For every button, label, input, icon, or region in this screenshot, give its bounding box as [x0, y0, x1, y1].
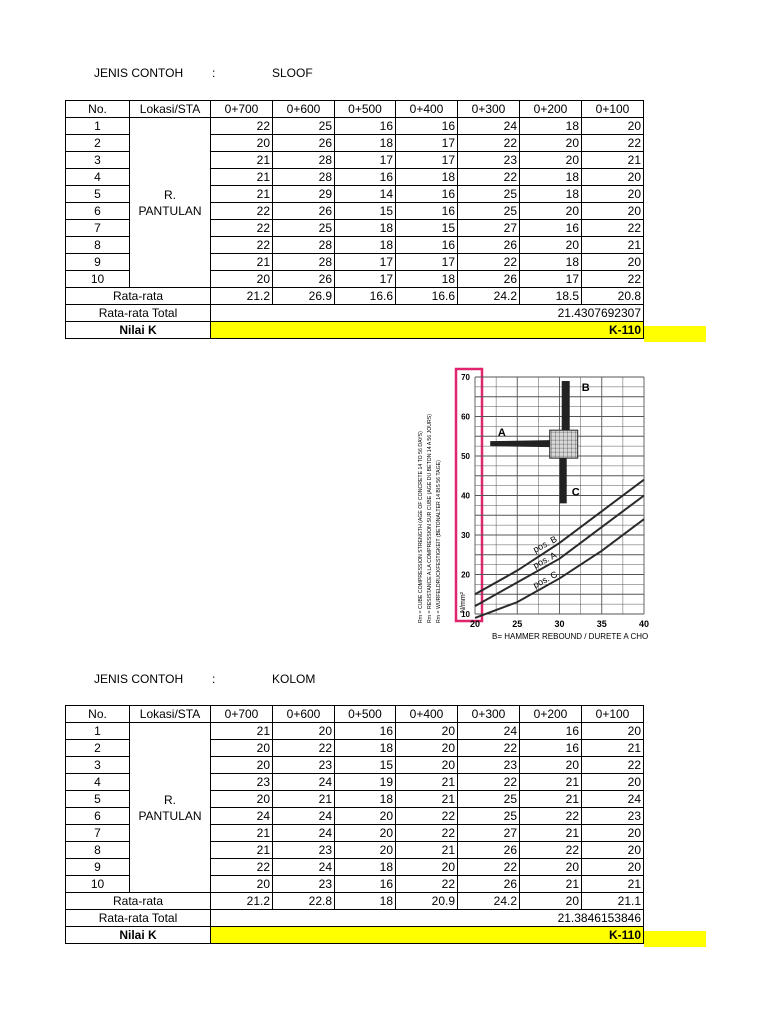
x-axis-label: B= HAMMER REBOUND / DURETE A CHO	[492, 632, 649, 641]
value-cell: 22	[211, 118, 273, 135]
header-lokasi: Lokasi/STA	[130, 101, 211, 118]
rata-rata-value: 20.8	[582, 288, 644, 305]
value-cell: 20	[335, 808, 396, 825]
rata-rata-total-row	[66, 305, 644, 322]
value-cell: 24	[458, 723, 520, 740]
value-cell: 26	[273, 135, 335, 152]
header-sta: 0+700	[211, 706, 273, 723]
value-cell: 24	[273, 859, 335, 876]
kolom-table	[65, 705, 644, 944]
value-cell: 26	[273, 203, 335, 220]
value-cell: 22	[582, 135, 644, 152]
header-sta: 0+600	[273, 706, 335, 723]
rata-rata-value: 16.6	[335, 288, 396, 305]
y-tick-label: 60	[461, 412, 470, 422]
row-number-cell: 6	[66, 808, 130, 825]
row-number-cell: 9	[66, 254, 130, 271]
header-sta: 0+500	[335, 101, 396, 118]
value-cell: 20	[582, 118, 644, 135]
value-cell: 21	[211, 169, 273, 186]
value-cell: 22	[520, 842, 582, 859]
rata-rata-value: 18	[335, 893, 396, 910]
row-number-cell: 1	[66, 723, 130, 740]
value-cell: 20	[335, 825, 396, 842]
value-cell: 20	[582, 203, 644, 220]
value-cell: 22	[582, 757, 644, 774]
value-cell: 20	[520, 237, 582, 254]
value-cell: 29	[273, 186, 335, 203]
value-cell: 20	[582, 825, 644, 842]
value-cell: 26	[458, 876, 520, 893]
rata-rata-total-value: 21.4307692307	[211, 305, 644, 322]
rata-rata-value: 21.1	[582, 893, 644, 910]
header-sta: 0+200	[520, 706, 582, 723]
value-cell: 28	[273, 169, 335, 186]
value-cell: 18	[520, 186, 582, 203]
value-cell: 24	[211, 808, 273, 825]
value-cell: 20	[396, 859, 458, 876]
rata-rata-row	[66, 288, 644, 305]
value-cell: 25	[458, 203, 520, 220]
value-cell: 26	[458, 271, 520, 288]
row-number-cell: 7	[66, 220, 130, 237]
value-cell: 21	[396, 842, 458, 859]
value-cell: 18	[335, 859, 396, 876]
value-cell: 25	[458, 791, 520, 808]
value-cell: 24	[273, 808, 335, 825]
rata-rata-row	[66, 893, 644, 910]
hammer-diagram	[490, 381, 590, 503]
hammer-a-shape	[490, 440, 550, 447]
row-number-cell: 3	[66, 757, 130, 774]
row-number-cell: 2	[66, 135, 130, 152]
value-cell: 22	[211, 237, 273, 254]
value-cell: 21	[582, 740, 644, 757]
value-cell: 23	[211, 774, 273, 791]
hammer-label: C	[571, 486, 580, 499]
value-cell: 18	[335, 740, 396, 757]
value-cell: 25	[458, 186, 520, 203]
header-sta: 0+100	[582, 101, 644, 118]
y-tick-label: 70	[461, 373, 470, 382]
value-cell: 22	[582, 271, 644, 288]
chart-side-text	[418, 414, 442, 623]
value-cell: 16	[335, 118, 396, 135]
row-number-cell: 5	[66, 791, 130, 808]
value-cell: 25	[273, 220, 335, 237]
value-cell: 24	[458, 118, 520, 135]
value-cell: 21	[211, 723, 273, 740]
value-cell: 22	[458, 135, 520, 152]
value-cell: 22	[458, 859, 520, 876]
value-cell: 22	[582, 220, 644, 237]
table-row	[66, 723, 644, 740]
row-number-cell: 10	[66, 271, 130, 288]
nilai-k-row	[66, 322, 644, 339]
value-cell: 19	[335, 774, 396, 791]
header-no: No.	[66, 706, 130, 723]
value-cell: 21	[582, 152, 644, 169]
lokasi-cell: R. PANTULAN	[130, 723, 211, 893]
hammer-label: A	[497, 427, 506, 440]
value-cell: 16	[520, 740, 582, 757]
value-cell: 20	[520, 152, 582, 169]
header-sta: 0+700	[211, 101, 273, 118]
x-tick-label: 35	[596, 619, 607, 629]
value-cell: 28	[273, 152, 335, 169]
nilai-k-label: Nilai K	[66, 322, 211, 339]
value-cell: 28	[273, 237, 335, 254]
row-number-cell: 8	[66, 237, 130, 254]
value-cell: 16	[396, 237, 458, 254]
rata-rata-value: 21.2	[211, 893, 273, 910]
value-cell: 22	[211, 859, 273, 876]
y-tick-label: 20	[461, 570, 470, 580]
row-number-cell: 2	[66, 740, 130, 757]
rata-rata-value: 21.2	[211, 288, 273, 305]
value-cell: 21	[582, 876, 644, 893]
value-cell: 15	[335, 757, 396, 774]
lokasi-cell: R. PANTULAN	[130, 118, 211, 288]
row-number-cell: 10	[66, 876, 130, 893]
value-cell: 21	[211, 186, 273, 203]
header-sta: 0+300	[458, 706, 520, 723]
series-label: pos. A	[531, 549, 559, 571]
value-cell: 24	[273, 774, 335, 791]
sloof-type: SLOOF	[272, 66, 313, 80]
value-cell: 23	[458, 152, 520, 169]
value-cell: 20	[520, 757, 582, 774]
value-cell: 20	[211, 791, 273, 808]
kolom-jenis-label: JENIS CONTOH	[94, 672, 184, 686]
side-caption-line: Rm = WURFELDRUCKFESTIGKEIT (BETONALTER 14 BIS 56 TAGE)	[436, 460, 442, 623]
value-cell: 18	[520, 169, 582, 186]
value-cell: 22	[273, 740, 335, 757]
value-cell: 20	[273, 723, 335, 740]
value-cell: 17	[335, 271, 396, 288]
value-cell: 20	[396, 757, 458, 774]
value-cell: 21	[520, 825, 582, 842]
value-cell: 21	[396, 774, 458, 791]
rata-rata-value: 20	[520, 893, 582, 910]
value-cell: 20	[396, 723, 458, 740]
rata-rata-value: 22.8	[273, 893, 335, 910]
row-number-cell: 1	[66, 118, 130, 135]
value-cell: 26	[273, 271, 335, 288]
value-cell: 14	[335, 186, 396, 203]
value-cell: 21	[582, 237, 644, 254]
sloof-highlight-extension	[644, 326, 706, 342]
rata-rata-label: Rata-rata	[66, 893, 211, 910]
value-cell: 23	[458, 757, 520, 774]
value-cell: 22	[396, 808, 458, 825]
value-cell: 23	[273, 876, 335, 893]
sloof-table	[65, 100, 644, 339]
row-number-cell: 7	[66, 825, 130, 842]
series-label: pos. C	[531, 569, 560, 591]
value-cell: 18	[520, 254, 582, 271]
y-tick-label: 40	[461, 491, 470, 501]
value-cell: 21	[211, 825, 273, 842]
value-cell: 24	[582, 791, 644, 808]
value-cell: 20	[211, 757, 273, 774]
value-cell: 15	[396, 220, 458, 237]
value-cell: 16	[396, 118, 458, 135]
value-cell: 18	[396, 271, 458, 288]
value-cell: 20	[582, 774, 644, 791]
value-cell: 20	[582, 723, 644, 740]
sloof-table-body	[66, 101, 644, 339]
value-cell: 16	[335, 723, 396, 740]
value-cell: 20	[520, 203, 582, 220]
value-cell: 16	[520, 723, 582, 740]
hammer-b-shape	[562, 381, 570, 430]
header-sta: 0+100	[582, 706, 644, 723]
rata-rata-total-label: Rata-rata Total	[66, 910, 211, 927]
y-tick-label: 10	[461, 610, 470, 619]
value-cell: 20	[211, 740, 273, 757]
rata-rata-total-value: 21.3846153846	[211, 910, 644, 927]
value-cell: 17	[335, 152, 396, 169]
value-cell: 18	[396, 169, 458, 186]
value-cell: 22	[396, 876, 458, 893]
value-cell: 28	[273, 254, 335, 271]
y-axis-label: N/mm²	[460, 592, 467, 613]
value-cell: 20	[211, 876, 273, 893]
value-cell: 22	[458, 740, 520, 757]
value-cell: 17	[396, 135, 458, 152]
value-cell: 20	[582, 842, 644, 859]
header-sta: 0+400	[396, 101, 458, 118]
value-cell: 20	[582, 859, 644, 876]
value-cell: 17	[335, 254, 396, 271]
value-cell: 26	[458, 842, 520, 859]
value-cell: 21	[273, 791, 335, 808]
rata-rata-value: 18.5	[520, 288, 582, 305]
value-cell: 18	[335, 220, 396, 237]
value-cell: 21	[211, 254, 273, 271]
value-cell: 22	[458, 774, 520, 791]
rata-rata-label: Rata-rata	[66, 288, 211, 305]
value-cell: 21	[396, 791, 458, 808]
x-tick-label: 30	[554, 619, 565, 629]
x-tick-label: 25	[512, 619, 523, 629]
value-cell: 23	[582, 808, 644, 825]
y-tick-label: 50	[461, 452, 470, 461]
value-cell: 21	[520, 791, 582, 808]
nilai-k-value: K-110	[211, 322, 644, 339]
value-cell: 20	[396, 740, 458, 757]
kolom-type: KOLOM	[272, 672, 316, 686]
row-number-cell: 4	[66, 774, 130, 791]
value-cell: 21	[520, 876, 582, 893]
kolom-table-body	[66, 706, 644, 944]
header-sta: 0+200	[520, 101, 582, 118]
value-cell: 21	[211, 152, 273, 169]
value-cell: 20	[582, 186, 644, 203]
value-cell: 17	[396, 254, 458, 271]
header-sta: 0+400	[396, 706, 458, 723]
header-sta: 0+500	[335, 706, 396, 723]
rata-rata-value: 24.2	[458, 288, 520, 305]
header-sta: 0+600	[273, 101, 335, 118]
header-row	[66, 706, 644, 723]
value-cell: 15	[335, 203, 396, 220]
value-cell: 21	[211, 842, 273, 859]
value-cell: 22	[520, 808, 582, 825]
value-cell: 23	[273, 842, 335, 859]
value-cell: 18	[335, 237, 396, 254]
header-sta: 0+300	[458, 101, 520, 118]
row-number-cell: 4	[66, 169, 130, 186]
side-caption-line: Rm = CUBE COMPRESSION STRENGTH (AGE OF CONCRETE 14 TO 56 DAYS)	[418, 431, 424, 623]
value-cell: 25	[458, 808, 520, 825]
row-number-cell: 3	[66, 152, 130, 169]
series-label: pos. B	[531, 533, 559, 555]
table-row	[66, 118, 644, 135]
value-cell: 20	[520, 135, 582, 152]
value-cell: 25	[273, 118, 335, 135]
header-lokasi: Lokasi/STA	[130, 706, 211, 723]
row-number-cell: 5	[66, 186, 130, 203]
row-number-cell: 6	[66, 203, 130, 220]
value-cell: 20	[582, 169, 644, 186]
y-tick-label: 30	[461, 531, 470, 540]
value-cell: 24	[273, 825, 335, 842]
value-cell: 27	[458, 220, 520, 237]
value-cell: 20	[335, 842, 396, 859]
value-cell: 22	[458, 169, 520, 186]
value-cell: 16	[396, 203, 458, 220]
side-caption-line: Rm = RESISTANCE A LA COMPRESSION SUR CUBE (AGE DU BETON 14 A 56 JOURS)	[427, 414, 433, 623]
header-no: No.	[66, 101, 130, 118]
x-tick-label: 20	[469, 619, 481, 629]
hammer-c-shape	[560, 458, 567, 503]
value-cell: 26	[458, 237, 520, 254]
row-number-cell: 8	[66, 842, 130, 859]
value-cell: 20	[211, 135, 273, 152]
value-cell: 18	[520, 118, 582, 135]
value-cell: 21	[520, 774, 582, 791]
x-tick-label: 40	[638, 619, 650, 629]
hammer-rebound-chart	[412, 365, 650, 643]
kolom-highlight-extension	[644, 931, 706, 947]
y-tick-labels	[461, 373, 470, 619]
rata-rata-value: 26.9	[273, 288, 335, 305]
value-cell: 16	[335, 169, 396, 186]
nilai-k-value: K-110	[211, 927, 644, 944]
value-cell: 22	[396, 825, 458, 842]
rata-rata-total-label: Rata-rata Total	[66, 305, 211, 322]
value-cell: 23	[273, 757, 335, 774]
value-cell: 17	[520, 271, 582, 288]
rata-rata-value: 24.2	[458, 893, 520, 910]
sloof-colon: :	[212, 66, 216, 80]
value-cell: 16	[396, 186, 458, 203]
value-cell: 20	[520, 859, 582, 876]
value-cell: 18	[335, 135, 396, 152]
header-row	[66, 101, 644, 118]
value-cell: 22	[458, 254, 520, 271]
kolom-colon: :	[212, 672, 216, 686]
value-cell: 20	[211, 271, 273, 288]
sloof-jenis-label: JENIS CONTOH	[94, 66, 184, 80]
nilai-k-row	[66, 927, 644, 944]
value-cell: 16	[520, 220, 582, 237]
rata-rata-value: 20.9	[396, 893, 458, 910]
rata-rata-total-row	[66, 910, 644, 927]
x-tick-labels	[470, 619, 649, 629]
nilai-k-label: Nilai K	[66, 927, 211, 944]
value-cell: 20	[582, 254, 644, 271]
value-cell: 27	[458, 825, 520, 842]
value-cell: 22	[211, 203, 273, 220]
rata-rata-value: 16.6	[396, 288, 458, 305]
row-number-cell: 9	[66, 859, 130, 876]
hammer-label: B	[581, 381, 590, 394]
value-cell: 22	[211, 220, 273, 237]
value-cell: 18	[335, 791, 396, 808]
value-cell: 17	[396, 152, 458, 169]
value-cell: 16	[335, 876, 396, 893]
